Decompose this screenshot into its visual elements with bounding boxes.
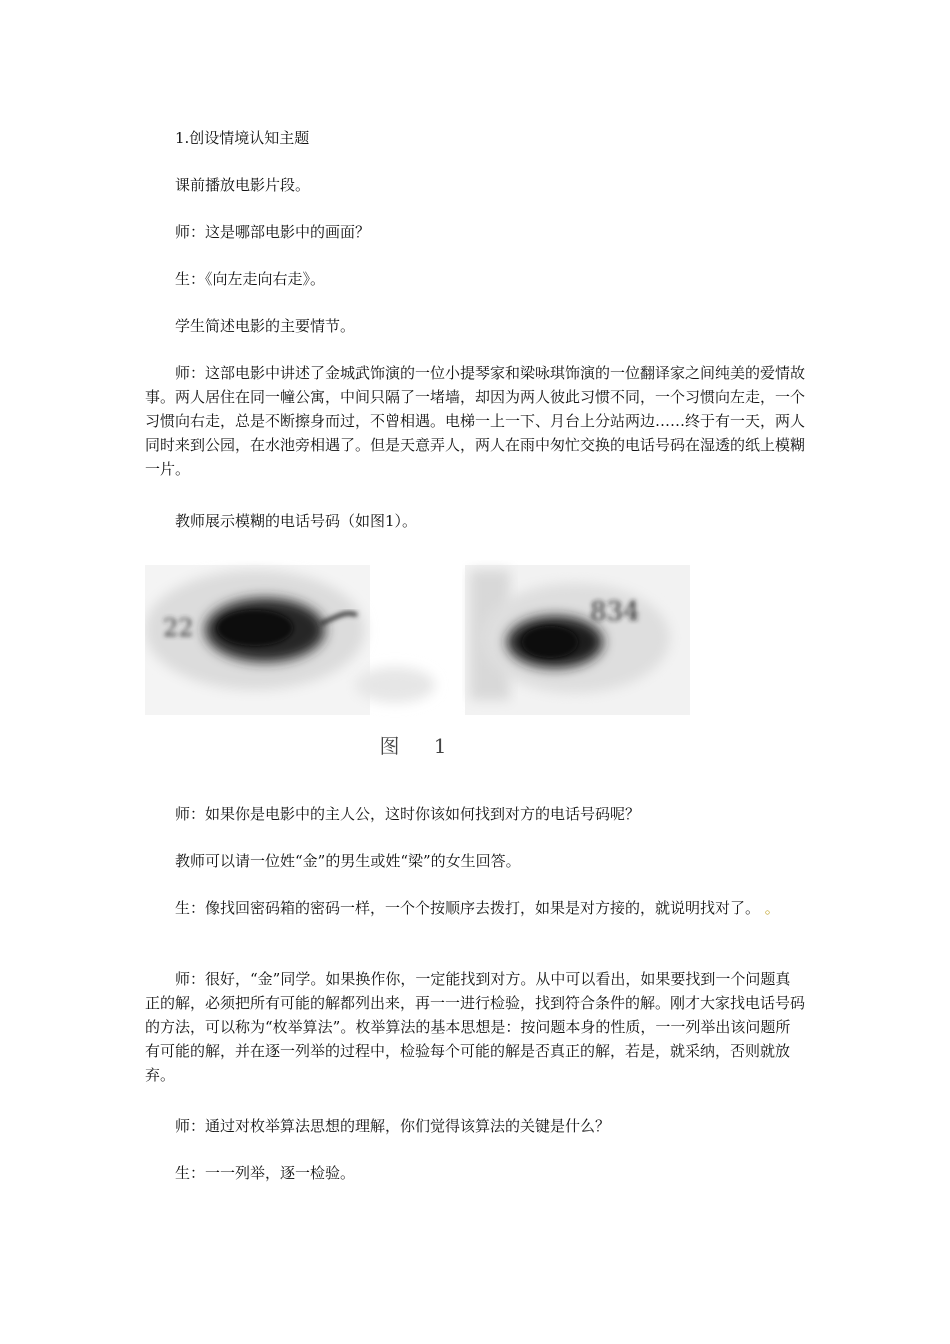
figure-caption: 图 1 — [379, 734, 461, 758]
paragraph: 师：这是哪部电影中的画面？ — [175, 223, 371, 241]
paragraph: 教师可以请一位姓“金”的男生或姓“梁”的女生回答。 — [175, 852, 521, 870]
paragraph-text: 生：像找回密码箱的密码一样，一个个按顺序去拨打，如果是对方接的，就说明找对了。 — [175, 899, 761, 917]
paragraph: 师：这部电影中讲述了金城武饰演的一位小提琴家和梁咏琪饰演的一位翻译家之间纯美的爱情故事。两人居住在同一幢公寓，中间只隔了一堵墙，却因为两人彼此习惯不同，一个习惯向左走，一个习惯向右走，总是不断擦身而过，不曾相遇。电梯一上一下、月台上分站两边……终于有一天，两人同时来到公园，在水池旁相遇了。但是天意弄人，两人在雨中匆忙交换的电话号码在湿透的纸上模糊一片。 — [145, 364, 806, 478]
blurred-digits-right: 834 — [590, 597, 640, 627]
blurred-phone-number-figure — [145, 560, 695, 770]
paragraph: 师：通过对枚举算法思想的理解，你们觉得该算法的关键是什么？ — [175, 1117, 611, 1135]
blurred-digits-left: 22 — [163, 614, 194, 642]
paragraph: 学生简述电影的主要情节。 — [175, 317, 356, 335]
paragraph: 课前播放电影片段。 — [175, 176, 311, 194]
paragraph: 生：一一列举，逐一检验。 — [175, 1164, 356, 1182]
paragraph: 师：如果你是电影中的主人公，这时你该如何找到对方的电话号码呢？ — [175, 805, 641, 823]
blurred-ink-image — [145, 560, 695, 730]
paragraph: 教师展示模糊的电话号码（如图1）。 — [175, 512, 418, 530]
paragraph: 生：《向左走向右走》。 — [175, 270, 326, 288]
paragraph: 师：很好，“金”同学。如果换作你，一定能找到对方。从中可以看出，如果要找到一个问题真正的解，必须把所有可能的解都列出来，再一一进行检验，找到符合条件的解。刚才大家找电话号码的方法，可以称为“枚举算法”。枚举算法的基本思想是：按问题本身的性质，一一列举出该问题所有可能的解，并在逐一列举的过程中，检验每个可能的解是否真正的解，若是，就采纳，否则就放弃。 — [145, 970, 806, 1084]
paragraph — [145, 896, 805, 920]
section-heading: 1.创设情境认知主题 — [175, 129, 310, 147]
stray-mark: 。 — [764, 899, 780, 917]
